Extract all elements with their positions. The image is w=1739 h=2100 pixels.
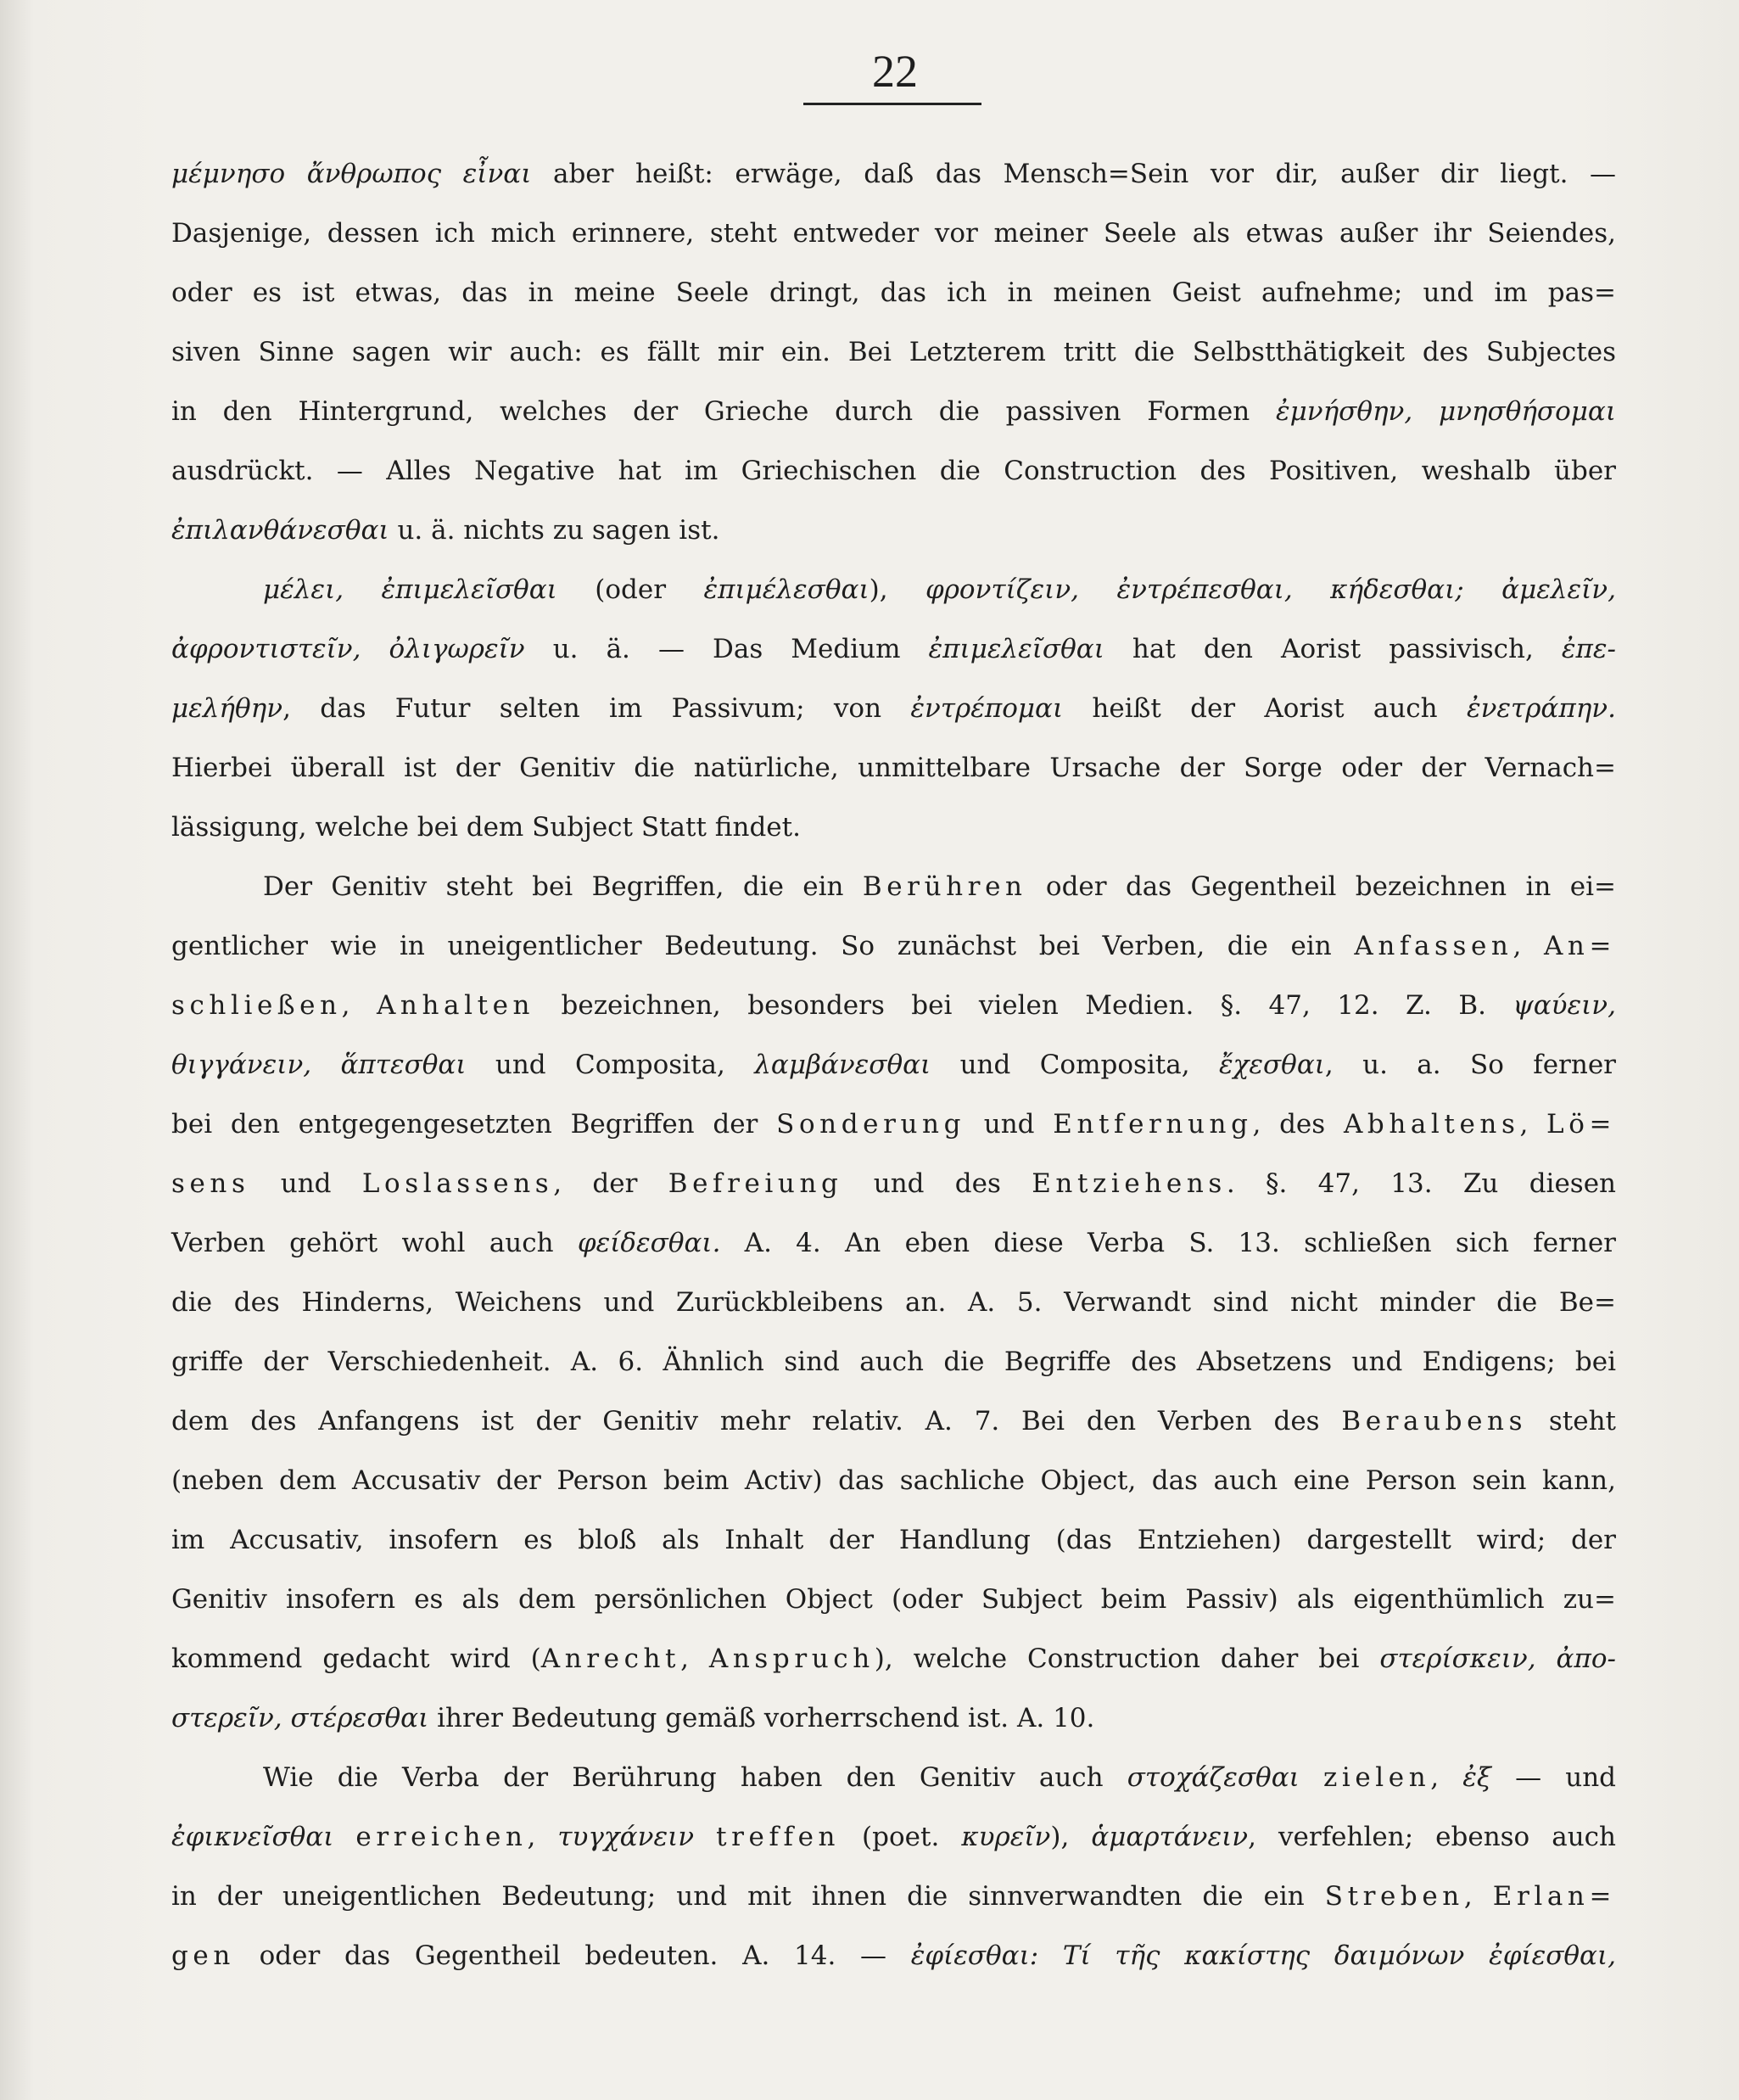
text-run: , (680, 1644, 709, 1674)
text-run: steht (1527, 1406, 1616, 1436)
spaced-text: Beraubens (1341, 1406, 1528, 1436)
greek-text: ἐντρέπομαι (910, 693, 1064, 724)
text-run: griffe der Verschiedenheit. A. 6. Ähnlich sind auch die Begriffe des Absetzens und Endigens; bei (171, 1347, 1616, 1377)
text-run: oder das Gegentheil bezeichnen in ei= (1026, 871, 1616, 902)
text-run: (poet. (840, 1822, 962, 1852)
text-line (171, 322, 1616, 382)
text-run: Dasjenige, dessen ich mich erinnere, steht entweder vor meiner Seele als etwas außer ihr Seiendes, (171, 218, 1616, 249)
greek-text: ἐνετράπην. (1466, 693, 1617, 724)
text-run: und (965, 1109, 1054, 1140)
paragraph (171, 857, 1616, 1748)
text-line (171, 1273, 1616, 1332)
text-run: , (1463, 1881, 1493, 1912)
spaced-text: zielen (1322, 1762, 1431, 1793)
text-line (171, 1154, 1616, 1213)
text-run: dem des Anfangens ist der Genitiv mehr relativ. A. 7. Bei den Verben des (171, 1406, 1342, 1436)
text-line (171, 976, 1616, 1035)
spaced-text: gen (171, 1940, 235, 1971)
text-run: , (527, 1822, 558, 1852)
text-run: in den Hintergrund, welches der Grieche durch die passiven Formen (171, 396, 1276, 427)
text-run: siven Sinne sagen wir auch: es fällt mir ein. Bei Letzterem tritt die Selbstthätigkeit des Subjectes (171, 337, 1616, 367)
text-line (171, 857, 1616, 916)
spaced-text: schließen (171, 990, 342, 1021)
spaced-text: Berühren (862, 871, 1027, 902)
spaced-text: Sonderung (776, 1109, 965, 1140)
paragraph (171, 560, 1616, 857)
text-line (171, 1451, 1616, 1510)
text-line (171, 263, 1616, 322)
text-run: , des (1252, 1109, 1344, 1140)
spaced-text: Streben (1324, 1881, 1464, 1912)
greek-text: ἐφίεσθαι: Τί τῆς κακίστης δαιμόνων ἐφίεσθαι, (910, 1940, 1616, 1971)
text-run: , das Futur selten im Passivum; von (282, 693, 911, 724)
greek-text: ἐπιλανθάνεσθαι (171, 515, 389, 546)
spaced-text: Anspruch (708, 1644, 875, 1674)
text-line (171, 441, 1616, 501)
text-line (171, 1035, 1616, 1095)
greek-text: ἐμνήσθην, μνησθήσομαι (1275, 396, 1616, 427)
spaced-text: erreichen (355, 1822, 528, 1852)
text-run: , (1513, 931, 1544, 961)
text-line (171, 679, 1616, 738)
spaced-text: Lö= (1546, 1109, 1616, 1140)
text-line (171, 1095, 1616, 1154)
greek-text: μέμνησο ἄνθρωπος εἶναι (171, 159, 532, 189)
greek-text: ἐπε- (1561, 634, 1616, 664)
greek-text: ἐπιμέλεσθαι (703, 574, 870, 605)
text-line (171, 798, 1616, 857)
greek-text: ἐξ (1462, 1762, 1491, 1793)
text-line (171, 1926, 1616, 1985)
text-line (171, 738, 1616, 798)
text-line (171, 1807, 1616, 1867)
greek-text: ἀφροντιστεῖν, ὀλιγωρεῖν (171, 634, 525, 664)
text-run: Genitiv insofern es als dem persönlichen Object (oder Subject beim Passiv) als eigenthümlich zu= (171, 1584, 1616, 1615)
greek-text: μέλει, ἐπιμελεῖσθαι (263, 574, 557, 605)
text-line (171, 382, 1616, 441)
text-run: , (341, 990, 377, 1021)
text-run: A. 4. An eben diese Verba S. 13. schließen sich ferner (720, 1228, 1616, 1258)
greek-text: ἐφικνεῖσθαι (171, 1822, 356, 1852)
text-run: und Composita, (931, 1050, 1219, 1080)
text-line (171, 916, 1616, 976)
text-line (171, 1748, 1616, 1807)
text-line (171, 1570, 1616, 1629)
greek-text: θιγγάνειν, ἅπτεσθαι (171, 1050, 467, 1080)
greek-text: μελήθην (171, 693, 283, 724)
text-run: , (1430, 1762, 1463, 1793)
text-run: und Composita, (466, 1050, 755, 1080)
spaced-text: An= (1543, 931, 1617, 961)
spaced-text: Anhalten (376, 990, 535, 1021)
text-run: Der Genitiv steht bei Begriffen, die ein (263, 871, 863, 902)
spaced-text: treffen (716, 1822, 841, 1852)
text-run: ), (1050, 1822, 1092, 1852)
text-run: kommend gedacht wird ( (171, 1644, 541, 1674)
text-run: und des (842, 1168, 1032, 1199)
greek-text: ἁμαρτάνειν (1091, 1822, 1249, 1852)
spaced-text: Anrecht (540, 1644, 681, 1674)
greek-text: στερεῖν, στέρεσθαι (171, 1703, 429, 1733)
text-run: , verfehlen; ebenso auch (1248, 1822, 1617, 1852)
greek-text: φροντίζειν, ἐντρέπεσθαι, κήδεσθαι; ἀμελεῖν, (925, 574, 1617, 605)
text-line (171, 144, 1616, 204)
text-run: ausdrückt. — Alles Negative hat im Griechischen die Construction des Positiven, weshalb über (171, 456, 1616, 486)
spaced-text: Entfernung (1053, 1109, 1253, 1140)
spaced-text: Entziehens (1032, 1168, 1227, 1199)
text-run: , u. a. So ferner (1324, 1050, 1616, 1080)
text-run: hat den Aorist passivisch, (1104, 634, 1562, 664)
text-run: u. ä. — Das Medium (524, 634, 929, 664)
text-run: (neben dem Accusativ der Person beim Activ) das sachliche Object, das auch eine Person sein kann, (171, 1465, 1616, 1496)
paragraph (171, 144, 1616, 560)
text-run: — und (1490, 1762, 1616, 1793)
text-run: die des Hinderns, Weichens und Zurückbleibens an. A. 5. Verwandt sind nicht minder die Be= (171, 1287, 1616, 1318)
text-run: lässigung, welche bei dem Subject Statt findet. (171, 812, 801, 843)
text-line (171, 204, 1616, 263)
text-run: , (1519, 1109, 1547, 1140)
page-number: 22 (872, 46, 918, 97)
text-run: oder es ist etwas, das in meine Seele dringt, das ich in meinen Geist aufnehme; und im pas= (171, 277, 1616, 308)
text-run: ), (869, 574, 925, 605)
spaced-text: Erlan= (1492, 1881, 1616, 1912)
paragraph (171, 1748, 1616, 1985)
text-run: u. ä. nichts zu sagen ist. (389, 515, 720, 546)
text-line (171, 501, 1616, 560)
text-run: aber heißt: erwäge, daß das Mensch=Sein vor dir, außer dir liegt. — (531, 159, 1617, 189)
spaced-text: Loslassens (361, 1168, 554, 1199)
greek-text: στερίσκειν, ἀπο- (1379, 1644, 1617, 1674)
text-line (171, 1510, 1616, 1570)
greek-text: κυρεῖν (961, 1822, 1051, 1852)
text-line (171, 1629, 1616, 1688)
spaced-text: sens (171, 1168, 250, 1199)
text-run: . §. 47, 13. Zu diesen (1226, 1168, 1617, 1199)
header-rule (803, 103, 981, 105)
spaced-text: Anfassen (1354, 931, 1513, 961)
text-line (171, 619, 1616, 679)
greek-text: ἔχεσθαι (1218, 1050, 1325, 1080)
spaced-text: Befreiung (668, 1168, 843, 1199)
text-run: Verben gehört wohl auch (171, 1228, 578, 1258)
greek-text: τυγχάνειν (557, 1822, 717, 1852)
text-run: Wie die Verba der Berührung haben den Genitiv auch (263, 1762, 1127, 1793)
text-run: bezeichnen, besonders bei vielen Medien. §. 47, 12. Z. B. (534, 990, 1513, 1021)
greek-text: ἐπιμελεῖσθαι (928, 634, 1104, 664)
text-run: Hierbei überall ist der Genitiv die natürliche, unmittelbare Ursache der Sorge oder der Vernach= (171, 753, 1616, 783)
text-line (171, 1688, 1616, 1748)
text-run: bei den entgegengesetzten Begriffen der (171, 1109, 777, 1140)
text-body (171, 144, 1616, 1985)
text-run: in der uneigentlichen Bedeutung; und mit ihnen die sinnverwandten die ein (171, 1881, 1325, 1912)
text-line (171, 1332, 1616, 1392)
text-run: gentlicher wie in uneigentlicher Bedeutung. So zunächst bei Verben, die ein (171, 931, 1355, 961)
text-run: ihrer Bedeutung gemäß vorherrschend ist. A. 10. (428, 1703, 1095, 1733)
text-line (171, 1392, 1616, 1451)
greek-text: λαμβάνεσθαι (754, 1050, 931, 1080)
text-run: heißt der Aorist auch (1063, 693, 1467, 724)
text-run: , der (553, 1168, 668, 1199)
text-run: im Accusativ, insofern es bloß als Inhalt der Handlung (das Entziehen) dargestellt wird; der (171, 1525, 1616, 1555)
text-line (171, 1867, 1616, 1926)
text-run: ), welche Construction daher bei (874, 1644, 1380, 1674)
text-run: oder das Gegentheil bedeuten. A. 14. — (234, 1940, 911, 1971)
greek-text: στοχάζεσθαι (1127, 1762, 1323, 1793)
text-line (171, 560, 1616, 619)
text-run: und (249, 1168, 362, 1199)
text-run: (oder (556, 574, 704, 605)
spaced-text: Abhaltens (1343, 1109, 1520, 1140)
greek-text: ψαύειν, (1513, 990, 1616, 1021)
text-line (171, 1213, 1616, 1273)
greek-text: φείδεσθαι. (577, 1228, 721, 1258)
